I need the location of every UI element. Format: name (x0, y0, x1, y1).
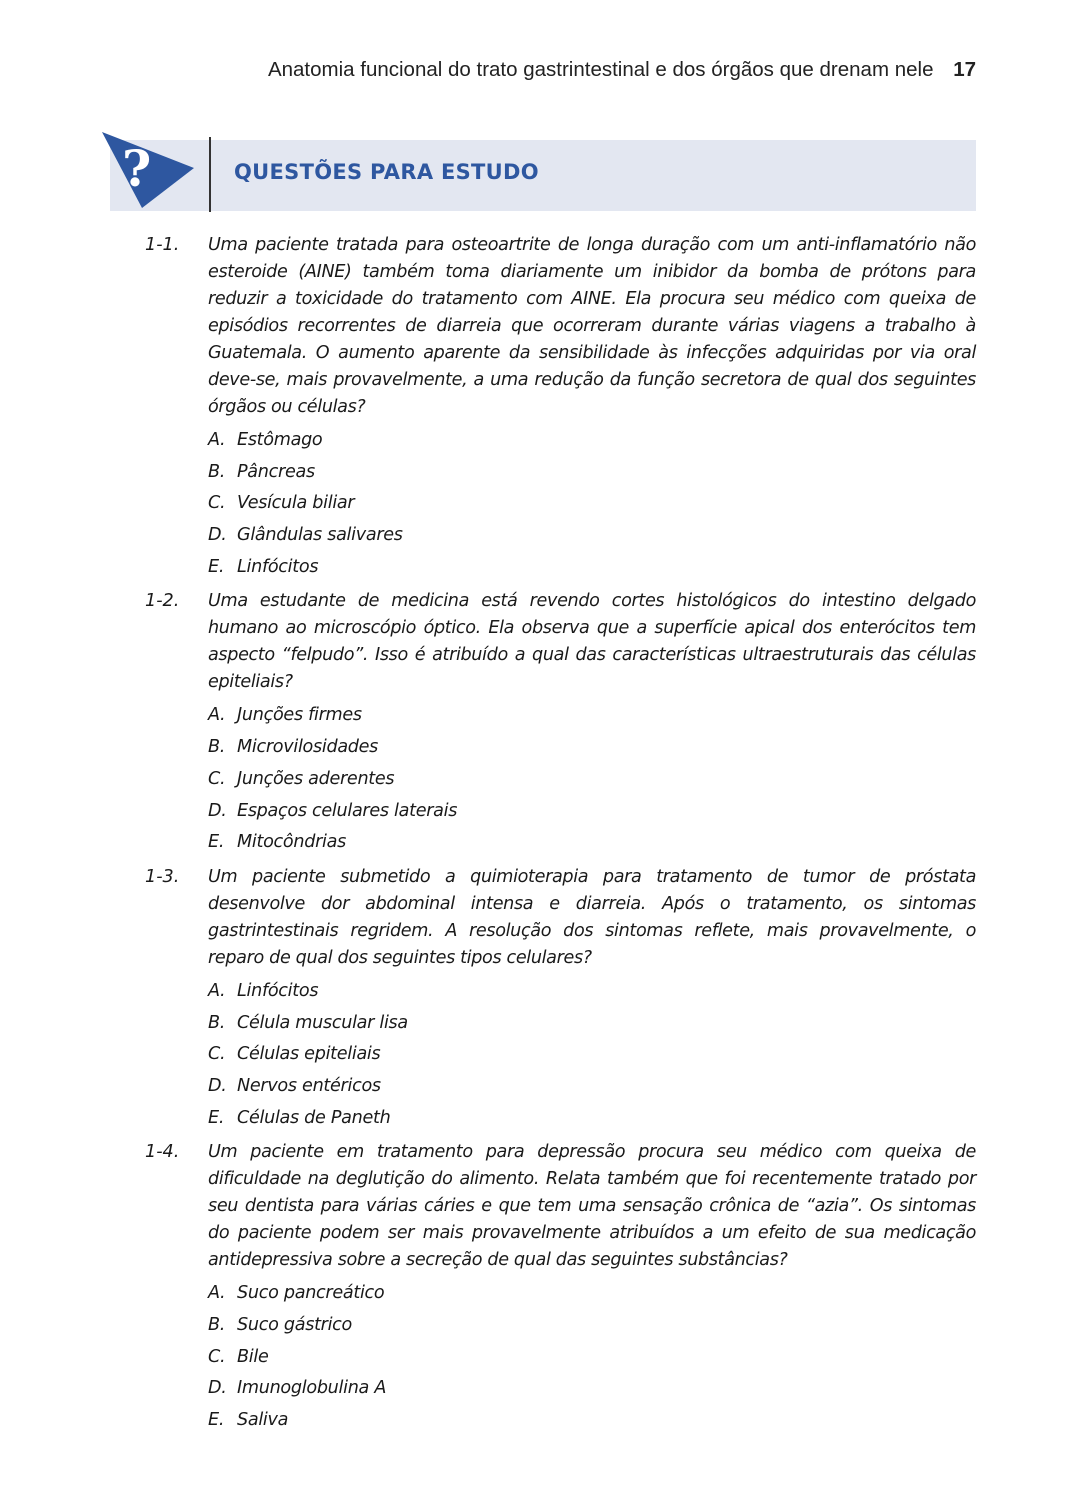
option-letter: A. (208, 980, 226, 1001)
running-title: Anatomia funcional do trato gastrintestinal e dos órgãos que drenam nele (267, 58, 934, 81)
question-stem: Um paciente submetido a quimioterapia para tratamento de tumor de próstata desenvolve dor abdominal intensa e diarreia. Após o tratamento, os sintomas gastrintestinais regridem. A resolução dos sintomas reflete, mais provavelmente, o reparo de qual dos seguintes tipos celulares? (208, 866, 976, 968)
option-letter: B. (208, 1012, 226, 1033)
answer-option (208, 700, 1080, 732)
answer-option (208, 1278, 1080, 1310)
option-letter: D. (208, 1378, 227, 1399)
option-letter: A. (208, 1283, 226, 1304)
option-letter: C. (208, 493, 226, 514)
answer-option (208, 1342, 1080, 1374)
answer-option (208, 1103, 1080, 1135)
running-head (150, 58, 976, 82)
answer-option (208, 827, 1080, 859)
answer-option (208, 1310, 1080, 1342)
option-text: Saliva (237, 1410, 289, 1431)
question-stem: Uma estudante de medicina está revendo cortes histológicos do intestino delgado humano ao microscópio óptico. Ela observa que a superfície apical dos enterócitos tem aspecto “felpudo”. Isso é atribuído a qual das características ultraestruturais das células epiteliais? (208, 591, 976, 693)
option-text: Células epiteliais (237, 1044, 381, 1065)
option-text: Bile (237, 1346, 269, 1367)
answer-option (208, 1008, 1080, 1040)
answer-option (208, 764, 1080, 796)
question-stem: Uma paciente tratada para osteoartrite de longa duração com um anti-inflamatório não esteroide (AINE) também toma diariamente um inibidor da bomba de prótons para reduzir a toxicidade do tratamento com AINE. Ela procura seu médico com queixa de episódios recorrentes de diarreia que ocorreram durante várias viagens a trabalho à Guatemala. O aumento aparente da sensibilidade às infecções adquiridas por via oral deve-se, mais provavelmente, a uma redução da função secretora de qual dos seguintes órgãos ou células? (208, 235, 976, 417)
answer-option (208, 488, 1080, 520)
option-letter: A. (208, 705, 226, 726)
page-number: 17 (953, 58, 976, 81)
option-letter: E. (208, 1410, 225, 1431)
option-text: Célula muscular lisa (237, 1012, 408, 1033)
answer-option (208, 552, 1080, 584)
option-text: Linfócitos (237, 556, 319, 577)
option-letter: E. (208, 832, 225, 853)
question-number: 1-2. (145, 591, 180, 612)
option-letter: B. (208, 1315, 226, 1335)
question-number: 1-4. (145, 1142, 180, 1163)
option-text: Glândulas salivares (237, 525, 403, 546)
banner-divider (209, 137, 211, 212)
answer-option (208, 796, 1080, 828)
answer-options (208, 976, 1080, 1134)
answer-option (208, 520, 1080, 552)
question-stem: Um paciente em tratamento para depressão procura seu médico com queixa de dificuldade na deglutição do alimento. Relata também que foi recentemente tratado por seu dentista para várias cáries e que tem uma sensação crônica de “azia”. Os sintomas do paciente podem ser mais provavelmente atribuídos a um efeito de sua medicação antidepressiva sobre a secreção de qual das seguintes substâncias? (208, 1142, 976, 1271)
svg-text:?: ? (122, 139, 152, 198)
option-text: Vesícula biliar (237, 493, 355, 514)
option-letter: C. (208, 1346, 226, 1367)
option-letter: E. (208, 556, 225, 577)
question-number: 1-3. (145, 866, 180, 887)
section-title: QUESTÕES PARA ESTUDO (234, 160, 539, 184)
option-text: Pâncreas (237, 461, 315, 482)
option-letter: B. (208, 461, 226, 482)
answer-option (208, 1071, 1080, 1103)
answer-option (208, 425, 1080, 457)
option-text: Imunoglobulina A (237, 1378, 387, 1399)
answer-options (208, 700, 1080, 858)
option-text: Mitocôndrias (237, 832, 346, 853)
question-list (0, 232, 1080, 1437)
question-1-2 (0, 588, 1080, 858)
option-letter: C. (208, 1044, 226, 1065)
answer-options (208, 425, 1080, 583)
question-mark-flag-icon (98, 128, 198, 210)
option-letter: B. (208, 737, 226, 758)
question-1-3 (0, 864, 1080, 1134)
question-number: 1-1. (145, 235, 180, 255)
answer-option (208, 976, 1080, 1008)
option-text: Suco gástrico (237, 1315, 353, 1335)
option-letter: D. (208, 1075, 227, 1096)
option-text: Células de Paneth (237, 1107, 391, 1128)
option-letter: D. (208, 525, 227, 546)
option-letter: A. (208, 430, 226, 450)
question-1-4 (0, 1139, 1080, 1436)
option-letter: E. (208, 1107, 225, 1128)
option-letter: D. (208, 800, 227, 821)
answer-option (208, 1039, 1080, 1071)
option-text: Estômago (237, 430, 323, 450)
option-text: Linfócitos (237, 980, 319, 1001)
answer-option (208, 732, 1080, 764)
question-1-1 (0, 232, 1080, 583)
option-text: Junções aderentes (237, 768, 395, 789)
answer-options (208, 1278, 1080, 1436)
option-text: Suco pancreático (237, 1283, 385, 1304)
option-letter: C. (208, 768, 226, 789)
answer-option (208, 1373, 1080, 1405)
option-text: Nervos entéricos (237, 1075, 381, 1096)
option-text: Microvilosidades (237, 737, 379, 758)
answer-option (208, 1405, 1080, 1437)
option-text: Junções firmes (237, 705, 362, 726)
answer-option (208, 457, 1080, 489)
option-text: Espaços celulares laterais (237, 800, 458, 821)
